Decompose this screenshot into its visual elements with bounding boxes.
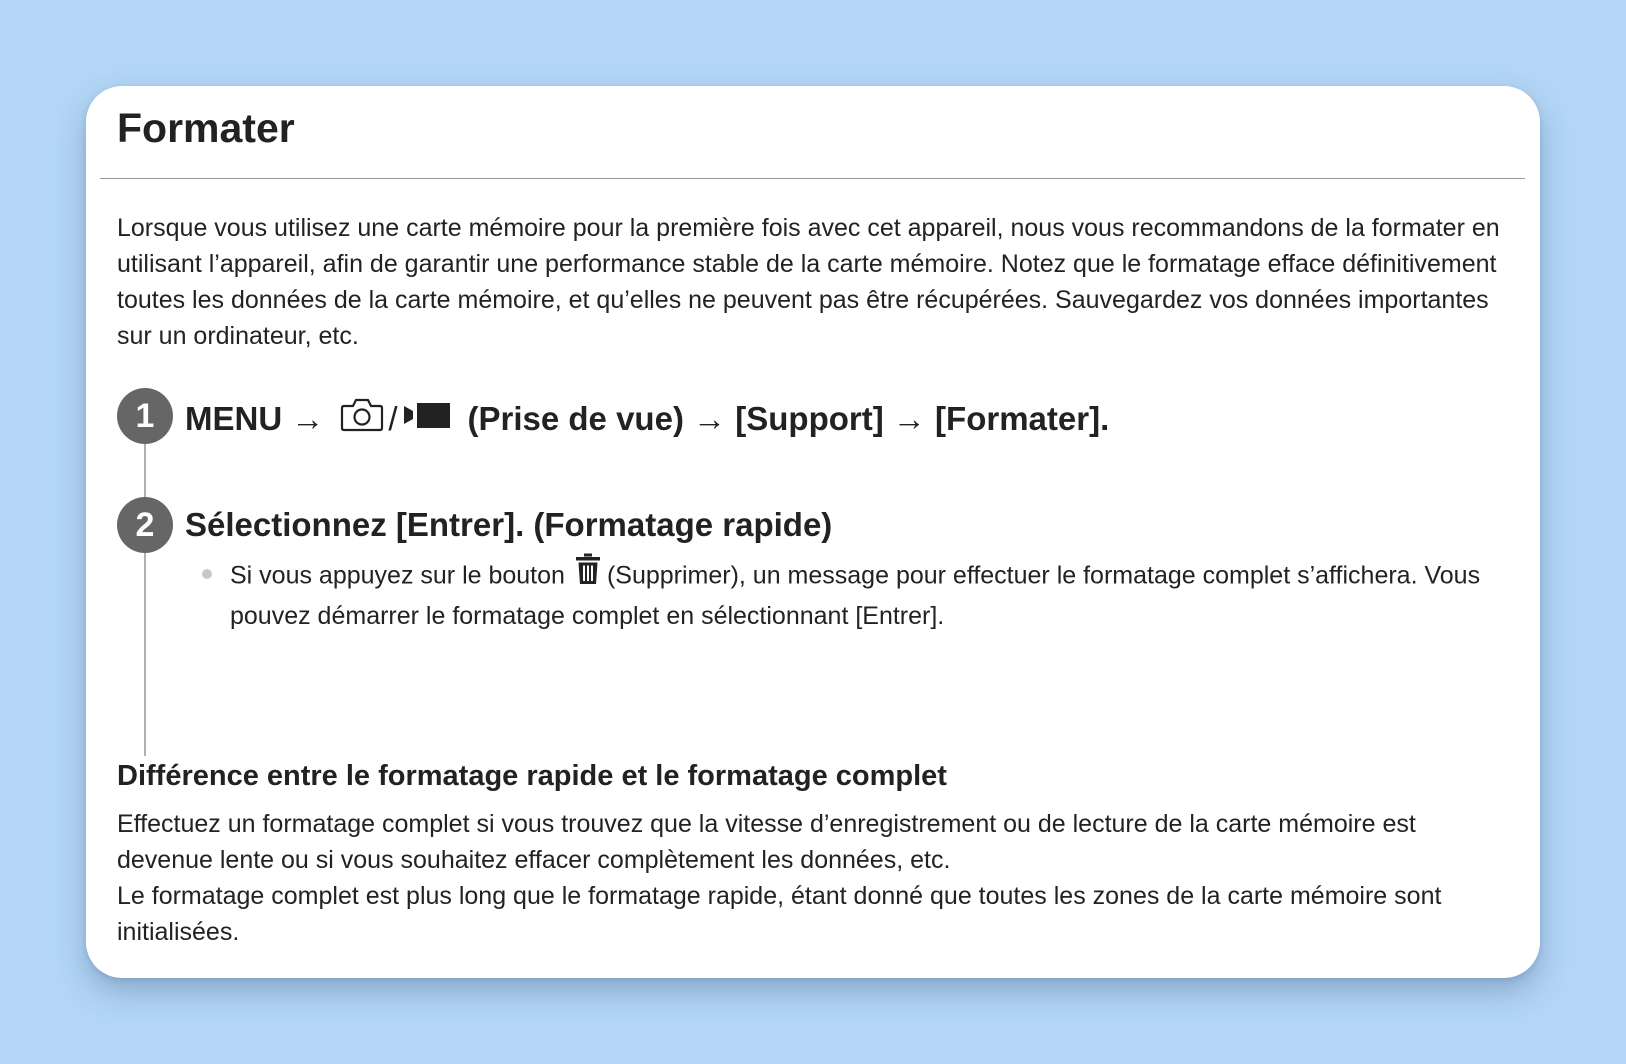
bullet-dot — [202, 569, 212, 579]
step-2-note-text — [230, 556, 1492, 634]
step-1-badge: 1 — [117, 388, 173, 444]
step-2-note-after: (Supprimer), un message pour effectuer le formatage complet s’affichera. Vous pouvez démarrer le formatage complet en sélectionnant [Entrer]. — [230, 561, 1481, 630]
step-1-menu-path: (Prise de vue) → [Support] → [Formater]. — [467, 399, 1110, 437]
step-1-instruction — [185, 396, 1109, 441]
movie-icon — [402, 399, 452, 439]
difference-heading: Différence entre le formatage rapide et le formatage complet — [117, 760, 947, 792]
title-divider — [100, 178, 1525, 179]
help-article-card — [86, 86, 1540, 978]
step-2-instruction: Sélectionnez [Entrer]. (Formatage rapide) — [185, 506, 833, 543]
difference-paragraph-1: Effectuez un formatage complet si vous trouvez que la vitesse d’enregistrement ou de lecture de la carte mémoire est devenue lente ou si vous souhaitez effacer complètement les données, etc. — [117, 810, 1416, 874]
step-1-menu-label: MENU → — [185, 399, 325, 437]
intro-paragraph: Lorsque vous utilisez une carte mémoire pour la première fois avec cet appareil, nous vous recommandons de la formater en utilisant l’appareil, afin de garantir une performance stable de la carte mémoire. Notez que le formatage efface définitivement toutes les données de la carte mémoire, et qu’elles ne peuvent pas être récupérées. Sauvegardez vos données importantes sur un ordinateur, etc. — [117, 214, 1500, 350]
difference-paragraph-2: Le formatage complet est plus long que le formatage rapide, étant donné que toutes les zones de la carte mémoire sont initialisées. — [117, 882, 1442, 946]
page-title: Formater — [117, 105, 295, 151]
step-2-badge: 2 — [117, 497, 173, 553]
trash-icon — [575, 553, 601, 595]
step-1-slash: / — [388, 399, 398, 437]
camera-icon — [340, 396, 384, 441]
steps-connector-line — [144, 436, 146, 756]
step-2-note-before: Si vous appuyez sur le bouton — [230, 561, 565, 590]
step-2-note — [202, 556, 1492, 634]
